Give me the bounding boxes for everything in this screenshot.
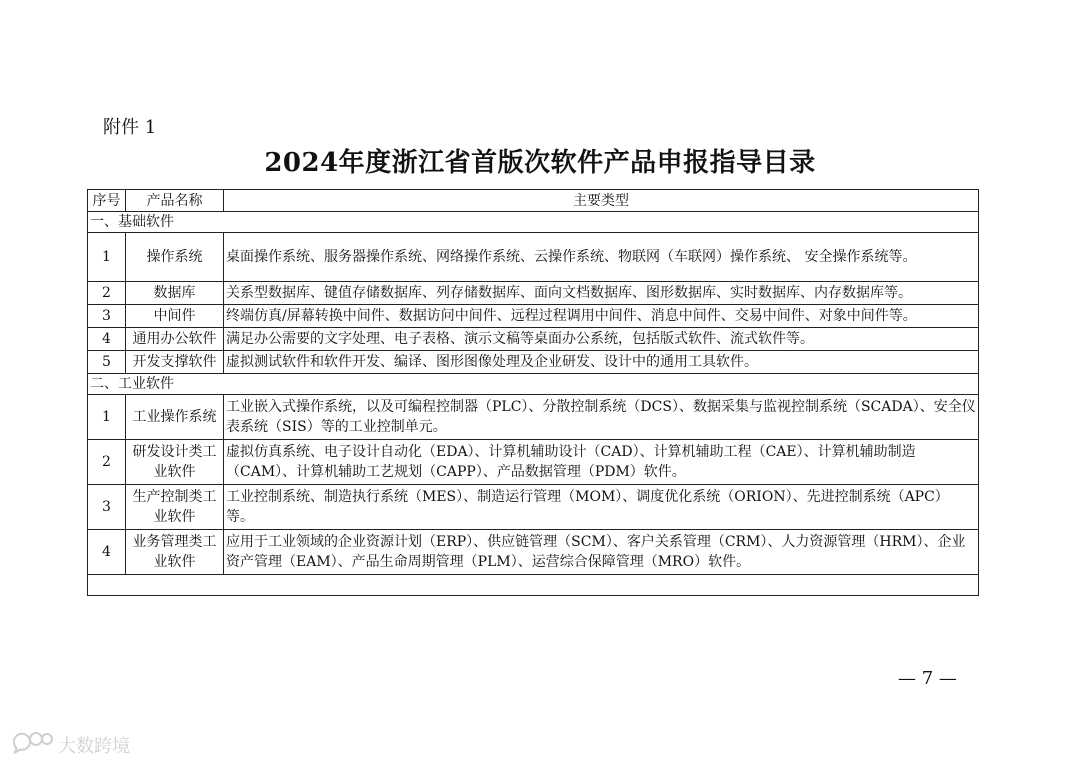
product-type: 工业控制系统、制造执行系统（MES）、制造运行管理（MOM）、调度优化系统（ORION）、先进控制系统（APC）等。	[224, 485, 979, 530]
product-name: 业务管理类工业软件	[126, 530, 224, 575]
chat-bubbles-logo-icon	[10, 730, 54, 759]
product-type: 应用于工业领域的企业资源计划（ERP）、供应链管理（SCM）、客户关系管理（CRM）、人力资源管理（HRM）、企业资产管理（EAM）、产品生命周期管理（PLM）、运营综合保障管理（MRO）软件。	[224, 530, 979, 575]
product-name: 研发设计类工业软件	[126, 440, 224, 485]
product-type: 虚拟测试软件和软件开发、编译、图形图像处理及企业研发、设计中的通用工具软件。	[224, 351, 979, 374]
product-type: 关系型数据库、键值存储数据库、列存储数据库、面向文档数据库、图形数据库、实时数据库、内存数据库等。	[224, 282, 979, 305]
table-row	[88, 395, 979, 440]
row-number: 3	[88, 305, 126, 328]
product-type: 虚拟仿真系统、电子设计自动化（EDA）、计算机辅助设计（CAD）、计算机辅助工程（CAE）、计算机辅助制造（CAM）、计算机辅助工艺规划（CAPP）、产品数据管理（PDM）软件。	[224, 440, 979, 485]
row-number: 4	[88, 328, 126, 351]
table-row	[88, 305, 979, 328]
page-title: 2024年度浙江省首版次软件产品申报指导目录	[264, 148, 816, 178]
row-number: 5	[88, 351, 126, 374]
product-name: 工业操作系统	[126, 395, 224, 440]
product-name: 通用办公软件	[126, 328, 224, 351]
empty-row	[88, 575, 979, 596]
watermark-text: 大数跨境	[58, 735, 130, 757]
page-number: — 7 —	[898, 668, 957, 689]
section-heading-row	[88, 374, 979, 395]
annex-label: 附件 1	[103, 117, 157, 138]
header-no: 序号	[88, 190, 126, 212]
empty-cell	[88, 575, 979, 596]
product-name: 生产控制类工业软件	[126, 485, 224, 530]
table-header-row	[88, 190, 979, 212]
table-row	[88, 328, 979, 351]
product-name: 开发支撑软件	[126, 351, 224, 374]
product-type: 桌面操作系统、服务器操作系统、网络操作系统、云操作系统、物联网（车联网）操作系统、 安全操作系统等。	[224, 233, 979, 282]
catalog-table	[87, 189, 979, 596]
header-main-type: 主要类型	[224, 190, 979, 212]
row-number: 3	[88, 485, 126, 530]
header-product-name: 产品名称	[126, 190, 224, 212]
section-heading-row	[88, 212, 979, 233]
table-row	[88, 485, 979, 530]
product-name: 数据库	[126, 282, 224, 305]
table-row	[88, 440, 979, 485]
table-row	[88, 282, 979, 305]
row-number: 1	[88, 233, 126, 282]
section-heading: 二、工业软件	[88, 374, 979, 395]
product-name: 中间件	[126, 305, 224, 328]
product-type: 终端仿真/屏幕转换中间件、数据访问中间件、远程过程调用中间件、消息中间件、交易中间件、对象中间件等。	[224, 305, 979, 328]
watermark	[10, 730, 130, 759]
row-number: 1	[88, 395, 126, 440]
row-number: 2	[88, 440, 126, 485]
product-type: 满足办公需要的文字处理、电子表格、演示文稿等桌面办公系统，包括版式软件、流式软件等。	[224, 328, 979, 351]
product-name: 操作系统	[126, 233, 224, 282]
table-row	[88, 530, 979, 575]
product-type: 工业嵌入式操作系统，以及可编程控制器（PLC）、分散控制系统（DCS）、数据采集与监视控制系统（SCADA）、安全仪表系统（SIS）等的工业控制单元。	[224, 395, 979, 440]
table-row	[88, 233, 979, 282]
section-heading: 一、基础软件	[88, 212, 979, 233]
row-number: 2	[88, 282, 126, 305]
table-row	[88, 351, 979, 374]
row-number: 4	[88, 530, 126, 575]
